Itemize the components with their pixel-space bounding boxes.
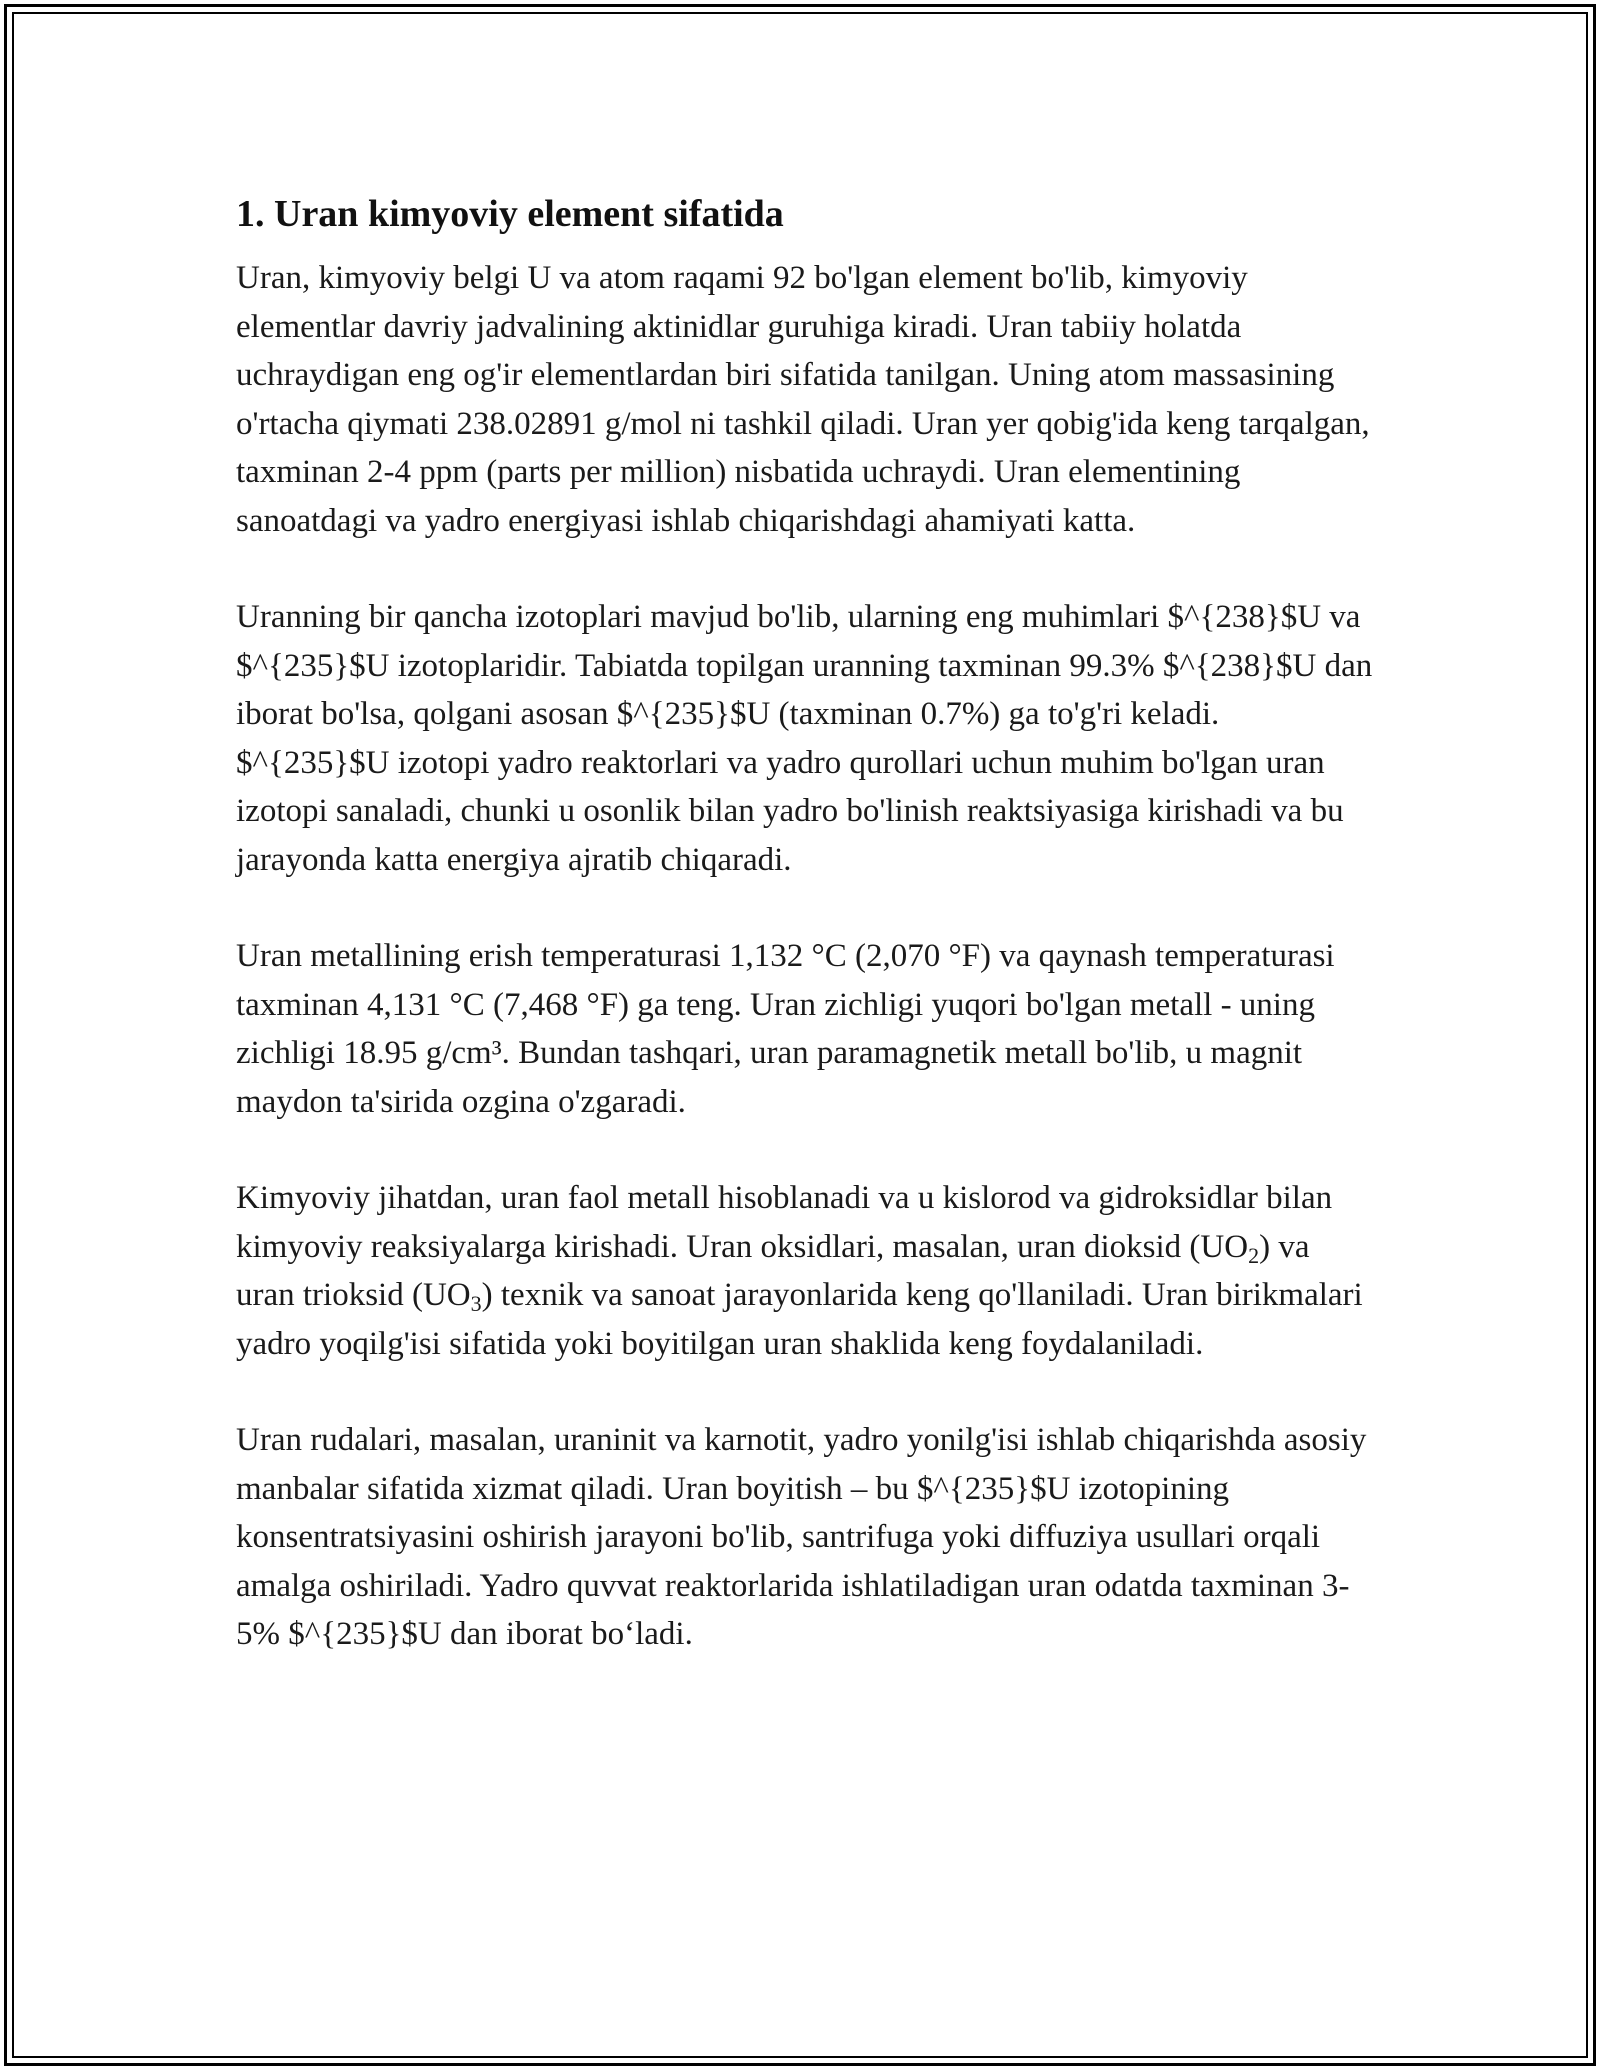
paragraph-1: Uran, kimyoviy belgi U va atom raqami 92 bo'lgan element bo'lib, kimyoviy elementlar davriy jadvalining aktinidlar guruhiga kiradi. Uran tabiiy holatda uchraydigan eng og'ir elementlardan biri sifatida tanilgan. Uning atom massasining o'rtacha qiymati 238.02891 g/mol ni tashkil qiladi. Uran yer qobig'ida keng tarqalgan, taxminan 2-4 ppm (parts per million) nisbatida uchraydi. Uran elementining sanoatdagi va yadro energiyasi ishlab chiqarishdagi ahamiyati katta. [236, 260, 1370, 539]
paragraph-5: Uran rudalari, masalan, uraninit va karnotit, yadro yonilg'isi ishlab chiqarishda asosiy manbalar sifatida xizmat qiladi. Uran boyitish – bu $^{235}$U izotopining konsentratsiyasini oshirish jarayoni bo'lib, santrifuga yoki diffuziya usullari orqali amalga oshiriladi. Yadro quvvat reaktorlarida ishlatiladigan uran odatda taxminan 3-5% $^{235}$U dan iborat bo‘ladi. [236, 1422, 1367, 1652]
subscript-3: 3 [470, 1291, 482, 1316]
section-heading: 1. Uran kimyoviy element sifatida [236, 193, 784, 235]
paragraph-2: Uranning bir qancha izotoplari mavjud bo'lib, ularning eng muhimlari $^{238}$U va $^{235}$U izotoplaridir. Tabiatda topilgan uranning taxminan 99.3% $^{238}$U dan iborat bo'lsa, qolgani asosan $^{235}$U (taxminan 0.7%) ga to'g'ri keladi. $^{235}$U izotopi yadro reaktorlari va yadro qurollari uchun muhim bo'lgan uran izotopi sanaladi, chunki u osonlik bilan yadro bo'linish reaktsiyasiga kirishadi va bu jarayonda katta energiya ajratib chiqaradi. [236, 599, 1373, 878]
paragraph-4-text-b: ) va uran trioksid (UO [236, 1228, 1310, 1313]
subscript-2: 2 [1248, 1242, 1260, 1268]
paragraph-4 [236, 1174, 1376, 1368]
paragraph-4-text-c: ) texnik va sanoat jarayonlarida keng qo'llaniladi. Uran birikmalari yadro yoqilg'isi sifatida yoki boyitilgan uran shaklida keng foydalaniladi. [236, 1277, 1363, 1362]
document-body [236, 186, 1376, 1707]
paragraph-4-text-a: Kimyoviy jihatdan, uran faol metall hisoblanadi va u kislorod va gidroksidlar bilan kimyoviy reaksiyalarga kirishadi. Uran oksidlari, masalan, uran dioksid (UO [236, 1180, 1333, 1265]
paragraph-3: Uran metallining erish temperaturasi 1,132 °C (2,070 °F) va qaynash temperaturasi taxminan 4,131 °C (7,468 °F) ga teng. Uran zichligi yuqori bo'lgan metall - uning zichligi 18.95 g/cm³. Bundan tashqari, uran paramagnetik metall bo'lib, u magnit maydon ta'sirida ozgina o'zgaradi. [236, 938, 1335, 1120]
